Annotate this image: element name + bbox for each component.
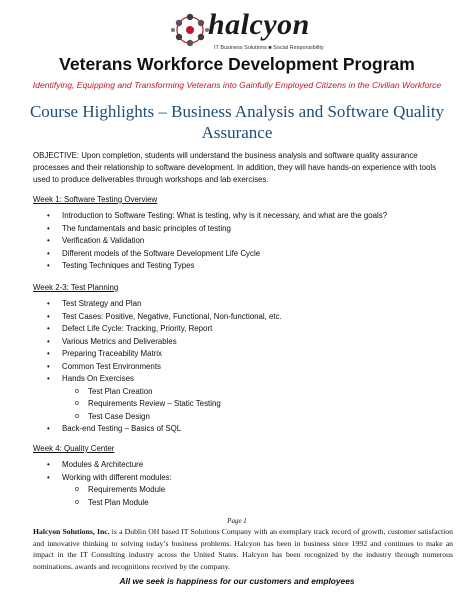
- week-2-3-heading: Week 2-3: Test Planning: [33, 283, 119, 292]
- company-name: Halcyon Solutions, Inc.: [33, 527, 110, 536]
- list-item: • Back-end Testing – Basics of SQL: [33, 423, 282, 436]
- footer-tagline: All we seek is happiness for our customers and employees: [119, 576, 355, 586]
- list-item: • Preparing Traceability Matrix: [33, 348, 282, 361]
- week-1-heading: Week 1: Software Testing Overview: [33, 195, 158, 204]
- list-item: • Hands On Exercises: [33, 373, 282, 386]
- list-item: • Working with different modules:: [33, 472, 172, 485]
- week-2-3-list: [33, 298, 282, 436]
- logo-tagline: IT Business Solutions ■ Social Responsibility: [214, 45, 324, 51]
- logo-dots-icon: [168, 8, 212, 52]
- sub-list-item: o Requirements Review – Static Testing: [33, 398, 282, 411]
- list-item: • Various Metrics and Deliverables: [33, 336, 282, 349]
- sub-list-item: o Test Case Design: [33, 411, 282, 424]
- halcyon-logo: [168, 8, 324, 54]
- week-4-list: [33, 459, 172, 509]
- list-item: • Modules & Architecture: [33, 459, 172, 472]
- list-item: • Different models of the Software Development Life Cycle: [33, 248, 387, 261]
- sub-list-item: o Test Plan Module: [33, 497, 172, 510]
- list-item: • Common Test Environments: [33, 361, 282, 374]
- course-title: Course Highlights – Business Analysis and Software Quality Assurance: [29, 102, 445, 142]
- sub-list-item: o Test Plan Creation: [33, 386, 282, 399]
- sub-list-item: o Requirements Module: [33, 484, 172, 497]
- list-item: • Introduction to Software Testing: What is testing, why is it necessary, and what are the goals?: [33, 210, 387, 223]
- list-item: • Testing Techniques and Testing Types: [33, 260, 387, 273]
- objective-paragraph: OBJECTIVE: Upon completion, students will understand the business analysis and software quality assurance processes and their relationship to software development. In addition, they will have hands-on experience with tools used to produce deliverables through workshops and lab exercises.: [33, 151, 437, 185]
- logo-wordmark: halcyon: [208, 8, 310, 41]
- company-description-text: is a Dublin OH based IT Solutions Company with an exemplary track record of growth, customer satisfaction and innovative thinking to solving today’s business problems. Halcyon has been in business since 1992 and continues to make an impact in the IT Consulting industry across the United States. Halcyon has been recognized by the industry through numerous nominations, awards and recognitions received by the company.: [33, 527, 453, 571]
- list-item: • Verification & Validation: [33, 235, 387, 248]
- list-item: • Test Strategy and Plan: [33, 298, 282, 311]
- week-4-heading: Week 4: Quality Center: [33, 444, 115, 453]
- list-item: • The fundamentals and basic principles of testing: [33, 223, 387, 236]
- list-item: • Defect Life Cycle: Tracking, Priority, Report: [33, 323, 282, 336]
- company-description: [33, 526, 453, 572]
- week-1-list: [33, 210, 387, 273]
- program-subtitle: Identifying, Equipping and Transforming Veterans into Gainfully Employed Citizens in the Civilian Workforce: [32, 80, 442, 90]
- list-item: • Test Cases: Positive, Negative, Functional, Non-functional, etc.: [33, 311, 282, 324]
- page-number: Page 1: [227, 517, 247, 525]
- program-title: Veterans Workforce Development Program: [59, 54, 415, 74]
